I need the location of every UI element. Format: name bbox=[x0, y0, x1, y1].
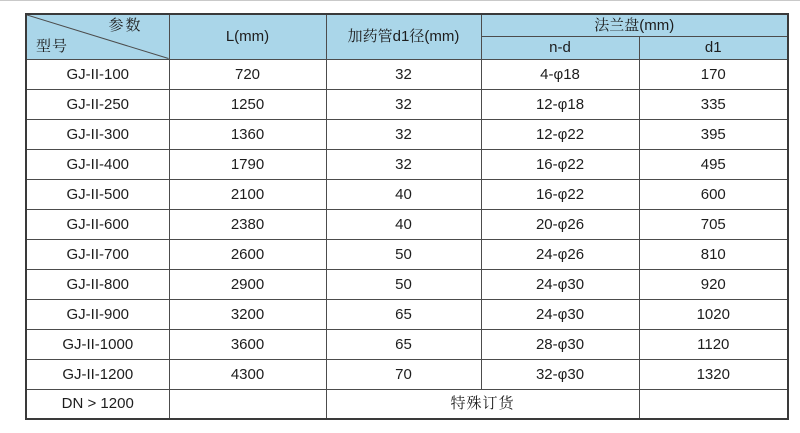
table-row bbox=[26, 269, 788, 299]
flange-d1-cell: 600 bbox=[639, 179, 788, 209]
header-dosing-pipe-diameter: 加药管d1径(mm) bbox=[326, 14, 481, 59]
flange-d1-cell: 335 bbox=[639, 89, 788, 119]
pipe-diameter-cell: 70 bbox=[326, 359, 481, 389]
flange-d1-cell: 170 bbox=[639, 59, 788, 89]
flange-d1-cell: 920 bbox=[639, 269, 788, 299]
flange-nd-cell: 28-φ30 bbox=[481, 329, 639, 359]
flange-d1-cell: 395 bbox=[639, 119, 788, 149]
length-cell: 2380 bbox=[169, 209, 326, 239]
pipe-diameter-cell: 32 bbox=[326, 149, 481, 179]
length-cell: 2900 bbox=[169, 269, 326, 299]
pipe-diameter-cell: 40 bbox=[326, 209, 481, 239]
flange-d1-cell: 1120 bbox=[639, 329, 788, 359]
page-top-border bbox=[0, 0, 800, 1]
pipe-diameter-cell: 40 bbox=[326, 179, 481, 209]
flange-nd-cell: 12-φ22 bbox=[481, 119, 639, 149]
table-row bbox=[26, 359, 788, 389]
model-cell: GJ-II-700 bbox=[26, 239, 169, 269]
length-cell: 720 bbox=[169, 59, 326, 89]
flange-d1-cell: 1020 bbox=[639, 299, 788, 329]
special-order-row bbox=[26, 389, 788, 419]
model-cell: GJ-II-1000 bbox=[26, 329, 169, 359]
header-flange-d1: d1 bbox=[639, 36, 788, 59]
pipe-diameter-cell: 65 bbox=[326, 299, 481, 329]
flange-nd-cell: 24-φ26 bbox=[481, 239, 639, 269]
empty-d1-cell bbox=[639, 389, 788, 419]
flange-d1-cell: 705 bbox=[639, 209, 788, 239]
model-cell: GJ-II-400 bbox=[26, 149, 169, 179]
table-row bbox=[26, 179, 788, 209]
model-cell: GJ-II-800 bbox=[26, 269, 169, 299]
model-cell: GJ-II-500 bbox=[26, 179, 169, 209]
flange-nd-cell: 16-φ22 bbox=[481, 179, 639, 209]
table-row bbox=[26, 239, 788, 269]
special-order-note-cell: 特殊订货 bbox=[326, 389, 639, 419]
flange-d1-cell: 810 bbox=[639, 239, 788, 269]
model-cell: GJ-II-250 bbox=[26, 89, 169, 119]
flange-nd-cell: 24-φ30 bbox=[481, 299, 639, 329]
spec-table bbox=[25, 13, 789, 420]
flange-nd-cell: 20-φ26 bbox=[481, 209, 639, 239]
length-cell: 3200 bbox=[169, 299, 326, 329]
flange-nd-cell: 4-φ18 bbox=[481, 59, 639, 89]
table-row bbox=[26, 89, 788, 119]
length-cell: 4300 bbox=[169, 359, 326, 389]
flange-nd-cell: 32-φ30 bbox=[481, 359, 639, 389]
table-row bbox=[26, 209, 788, 239]
model-cell: GJ-II-1200 bbox=[26, 359, 169, 389]
length-cell: 1790 bbox=[169, 149, 326, 179]
flange-nd-cell: 12-φ18 bbox=[481, 89, 639, 119]
flange-nd-cell: 16-φ22 bbox=[481, 149, 639, 179]
length-cell: 1360 bbox=[169, 119, 326, 149]
table-row bbox=[26, 299, 788, 329]
pipe-diameter-cell: 50 bbox=[326, 239, 481, 269]
model-cell: GJ-II-100 bbox=[26, 59, 169, 89]
header-flange-group: 法兰盘(mm) bbox=[481, 14, 788, 36]
model-cell: DN > 1200 bbox=[26, 389, 169, 419]
header-length: L(mm) bbox=[169, 14, 326, 59]
table-row bbox=[26, 149, 788, 179]
model-cell: GJ-II-300 bbox=[26, 119, 169, 149]
flange-nd-cell: 24-φ30 bbox=[481, 269, 639, 299]
model-cell: GJ-II-900 bbox=[26, 299, 169, 329]
pipe-diameter-cell: 32 bbox=[326, 59, 481, 89]
table-row bbox=[26, 119, 788, 149]
length-cell: 3600 bbox=[169, 329, 326, 359]
length-cell: 1250 bbox=[169, 89, 326, 119]
flange-d1-cell: 495 bbox=[639, 149, 788, 179]
empty-length-cell bbox=[169, 389, 326, 419]
pipe-diameter-cell: 50 bbox=[326, 269, 481, 299]
pipe-diameter-cell: 32 bbox=[326, 119, 481, 149]
header-label-parameter: 参数 bbox=[108, 17, 143, 34]
flange-d1-cell: 1320 bbox=[639, 359, 788, 389]
table-header bbox=[26, 14, 788, 59]
length-cell: 2100 bbox=[169, 179, 326, 209]
length-cell: 2600 bbox=[169, 239, 326, 269]
model-cell: GJ-II-600 bbox=[26, 209, 169, 239]
table-row bbox=[26, 329, 788, 359]
header-flange-nd: n-d bbox=[481, 36, 639, 59]
header-diagonal-cell bbox=[26, 14, 169, 59]
table-row bbox=[26, 59, 788, 89]
pipe-diameter-cell: 65 bbox=[326, 329, 481, 359]
pipe-diameter-cell: 32 bbox=[326, 89, 481, 119]
header-label-model: 型号 bbox=[36, 37, 69, 55]
table-body bbox=[26, 59, 788, 419]
